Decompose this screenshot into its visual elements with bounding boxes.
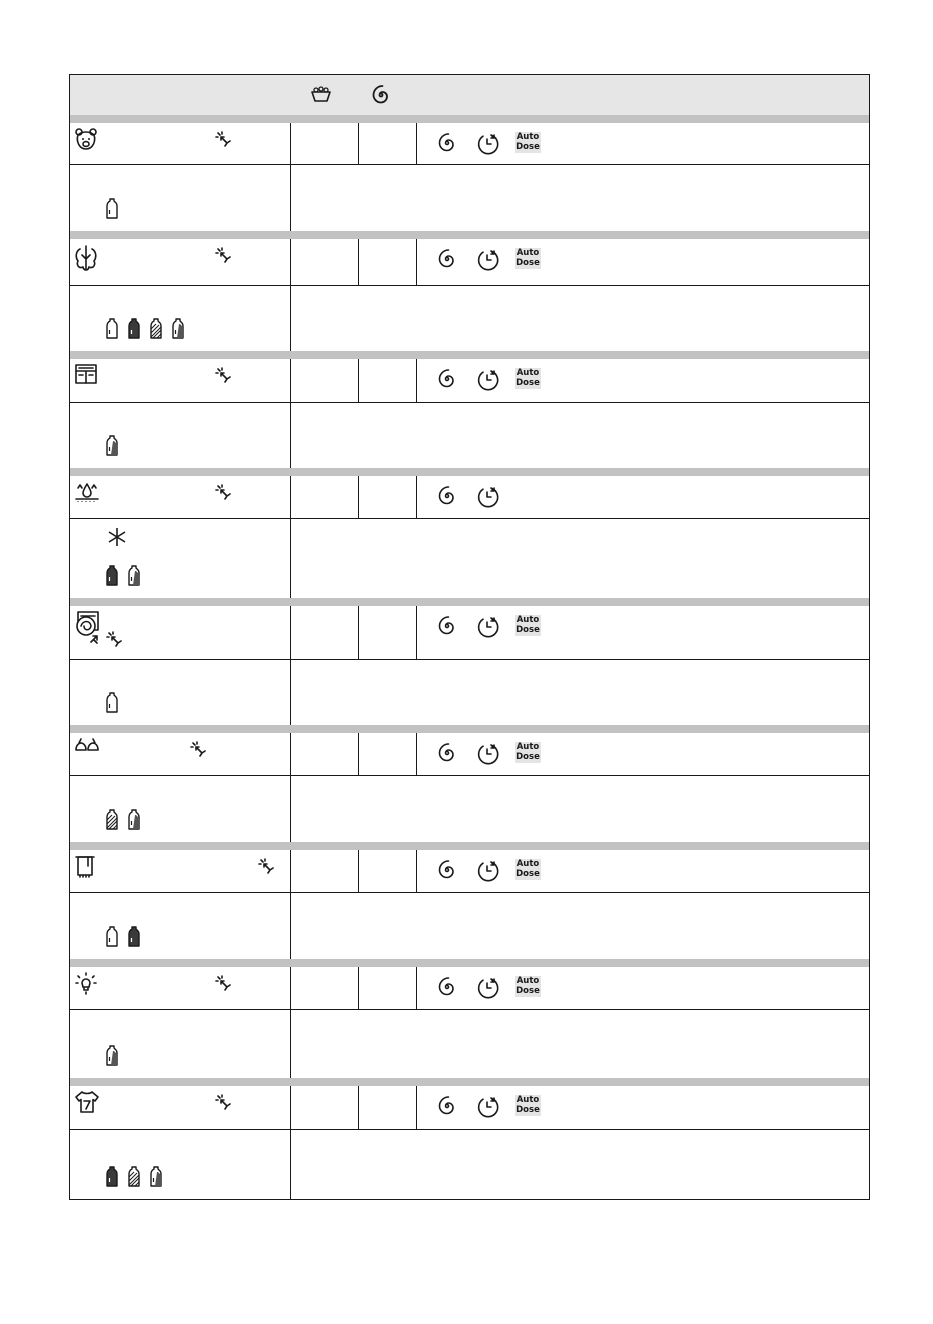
column-line xyxy=(358,967,359,1009)
detergent-white-icon xyxy=(104,317,120,341)
auto-dose-line2: Dose xyxy=(516,141,540,152)
time-saver-icon[interactable] xyxy=(476,248,500,272)
column-line xyxy=(290,1129,291,1199)
hand-cursor-icon[interactable] xyxy=(215,484,231,500)
row-divider xyxy=(70,1129,869,1130)
detergent-dark-icon xyxy=(126,317,142,341)
column-line xyxy=(416,606,417,659)
basin-icon xyxy=(310,85,332,103)
spin-icon[interactable] xyxy=(436,615,458,637)
row-separator xyxy=(70,725,869,733)
rinse-drop-icon xyxy=(74,480,100,502)
row-divider xyxy=(70,518,869,519)
spiral-icon xyxy=(370,84,392,106)
auto-dose-line1: Auto xyxy=(516,615,540,625)
detergent-half-icon xyxy=(126,808,142,832)
hand-cursor-icon[interactable] xyxy=(215,975,231,991)
auto-dose-line2: Dose xyxy=(516,257,540,268)
row-divider xyxy=(70,1009,869,1010)
auto-dose-line2: Dose xyxy=(516,985,540,996)
column-line xyxy=(290,123,291,164)
column-line xyxy=(416,967,417,1009)
time-saver-icon[interactable] xyxy=(476,859,500,883)
spin-icon[interactable] xyxy=(436,132,458,154)
time-saver-icon[interactable] xyxy=(476,132,500,156)
row-separator xyxy=(70,842,869,850)
time-saver-icon[interactable] xyxy=(476,1095,500,1119)
column-line xyxy=(358,476,359,518)
auto-dose-badge[interactable] xyxy=(515,859,541,880)
detergent-half-icon xyxy=(126,564,142,588)
auto-dose-line2: Dose xyxy=(516,868,540,879)
column-line xyxy=(290,892,291,959)
auto-dose-badge[interactable] xyxy=(515,368,541,389)
detergent-dark-icon xyxy=(126,925,142,949)
detergent-white-icon xyxy=(104,197,120,221)
programme-table xyxy=(69,74,870,1200)
hand-cursor-icon[interactable] xyxy=(215,247,231,263)
column-line xyxy=(416,733,417,775)
hand-cursor-icon[interactable] xyxy=(190,741,206,757)
auto-dose-badge[interactable] xyxy=(515,742,541,763)
column-line xyxy=(416,123,417,164)
row-divider xyxy=(70,402,869,403)
auto-dose-line1: Auto xyxy=(516,859,540,869)
spin-icon[interactable] xyxy=(436,742,458,764)
detergent-striped-icon xyxy=(126,1165,142,1189)
column-line xyxy=(358,359,359,402)
column-line xyxy=(290,850,291,892)
auto-dose-badge[interactable] xyxy=(515,1095,541,1116)
detergent-white-icon xyxy=(104,925,120,949)
auto-dose-line2: Dose xyxy=(516,377,540,388)
column-line xyxy=(416,1086,417,1129)
time-saver-icon[interactable] xyxy=(476,615,500,639)
auto-dose-badge[interactable] xyxy=(515,132,541,153)
column-line xyxy=(290,659,291,725)
column-line xyxy=(290,1086,291,1129)
detergent-half-icon xyxy=(104,434,120,458)
column-line xyxy=(358,1086,359,1129)
asterisk-icon xyxy=(106,526,128,548)
auto-dose-line2: Dose xyxy=(516,751,540,762)
column-line xyxy=(416,850,417,892)
spin-icon[interactable] xyxy=(436,368,458,390)
auto-dose-badge[interactable] xyxy=(515,615,541,636)
spin-icon[interactable] xyxy=(436,485,458,507)
column-line xyxy=(290,476,291,518)
row-divider xyxy=(70,164,869,165)
column-line xyxy=(416,476,417,518)
hand-cursor-icon[interactable] xyxy=(215,1094,231,1110)
column-line xyxy=(290,733,291,775)
auto-dose-line1: Auto xyxy=(516,368,540,378)
bright-lamp-icon xyxy=(74,971,98,995)
bear-baby-icon xyxy=(74,127,98,151)
column-line xyxy=(290,285,291,351)
spin-icon[interactable] xyxy=(436,859,458,881)
cotton-flower-icon xyxy=(74,243,98,273)
row-separator xyxy=(70,115,869,123)
auto-dose-line1: Auto xyxy=(516,742,540,752)
time-saver-icon[interactable] xyxy=(476,368,500,392)
hand-cursor-icon[interactable] xyxy=(215,131,231,147)
time-saver-icon[interactable] xyxy=(476,742,500,766)
column-line xyxy=(290,775,291,842)
column-line xyxy=(358,850,359,892)
row-separator xyxy=(70,351,869,359)
row-divider xyxy=(70,775,869,776)
row-divider xyxy=(70,892,869,893)
detergent-half-icon xyxy=(104,1044,120,1068)
column-line xyxy=(416,239,417,285)
detergent-dark-icon xyxy=(104,1165,120,1189)
auto-dose-badge[interactable] xyxy=(515,248,541,269)
auto-dose-line2: Dose xyxy=(516,624,540,635)
hand-cursor-icon[interactable] xyxy=(215,367,231,383)
row-separator xyxy=(70,468,869,476)
row-separator xyxy=(70,598,869,606)
detergent-striped-icon xyxy=(148,317,164,341)
column-line xyxy=(290,967,291,1009)
row-separator xyxy=(70,959,869,967)
column-line xyxy=(290,239,291,285)
row-separator xyxy=(70,1078,869,1086)
auto-dose-badge[interactable] xyxy=(515,976,541,997)
detergent-half-icon xyxy=(148,1165,164,1189)
column-line xyxy=(358,733,359,775)
spin-icon[interactable] xyxy=(436,1095,458,1117)
column-line xyxy=(290,1009,291,1078)
spin-icon[interactable] xyxy=(436,248,458,270)
time-saver-icon[interactable] xyxy=(476,485,500,509)
column-line xyxy=(358,606,359,659)
auto-dose-line1: Auto xyxy=(516,1095,540,1105)
drum-mix-icon xyxy=(74,610,102,648)
auto-dose-line1: Auto xyxy=(516,132,540,142)
hand-cursor-icon[interactable] xyxy=(106,631,122,647)
column-line xyxy=(290,518,291,598)
detergent-striped-icon xyxy=(104,808,120,832)
shirt-7-icon xyxy=(74,1090,100,1114)
detergent-half-icon xyxy=(170,317,186,341)
table-header xyxy=(70,75,869,115)
column-line xyxy=(290,359,291,402)
row-separator xyxy=(70,231,869,239)
auto-dose-line1: Auto xyxy=(516,976,540,986)
column-line xyxy=(290,164,291,231)
hand-cursor-icon[interactable] xyxy=(258,858,274,874)
auto-dose-line1: Auto xyxy=(516,248,540,258)
column-line xyxy=(290,402,291,468)
synthetic-icon xyxy=(74,363,98,385)
lingerie-icon xyxy=(74,737,100,753)
column-line xyxy=(358,239,359,285)
spin-icon[interactable] xyxy=(436,976,458,998)
column-line xyxy=(416,359,417,402)
time-saver-icon[interactable] xyxy=(476,976,500,1000)
column-line xyxy=(290,606,291,659)
detergent-dark-icon xyxy=(104,564,120,588)
auto-dose-line2: Dose xyxy=(516,1104,540,1115)
column-line xyxy=(358,123,359,164)
detergent-white-icon xyxy=(104,691,120,715)
towel-icon xyxy=(74,854,96,878)
row-divider xyxy=(70,659,869,660)
row-divider xyxy=(70,285,869,286)
